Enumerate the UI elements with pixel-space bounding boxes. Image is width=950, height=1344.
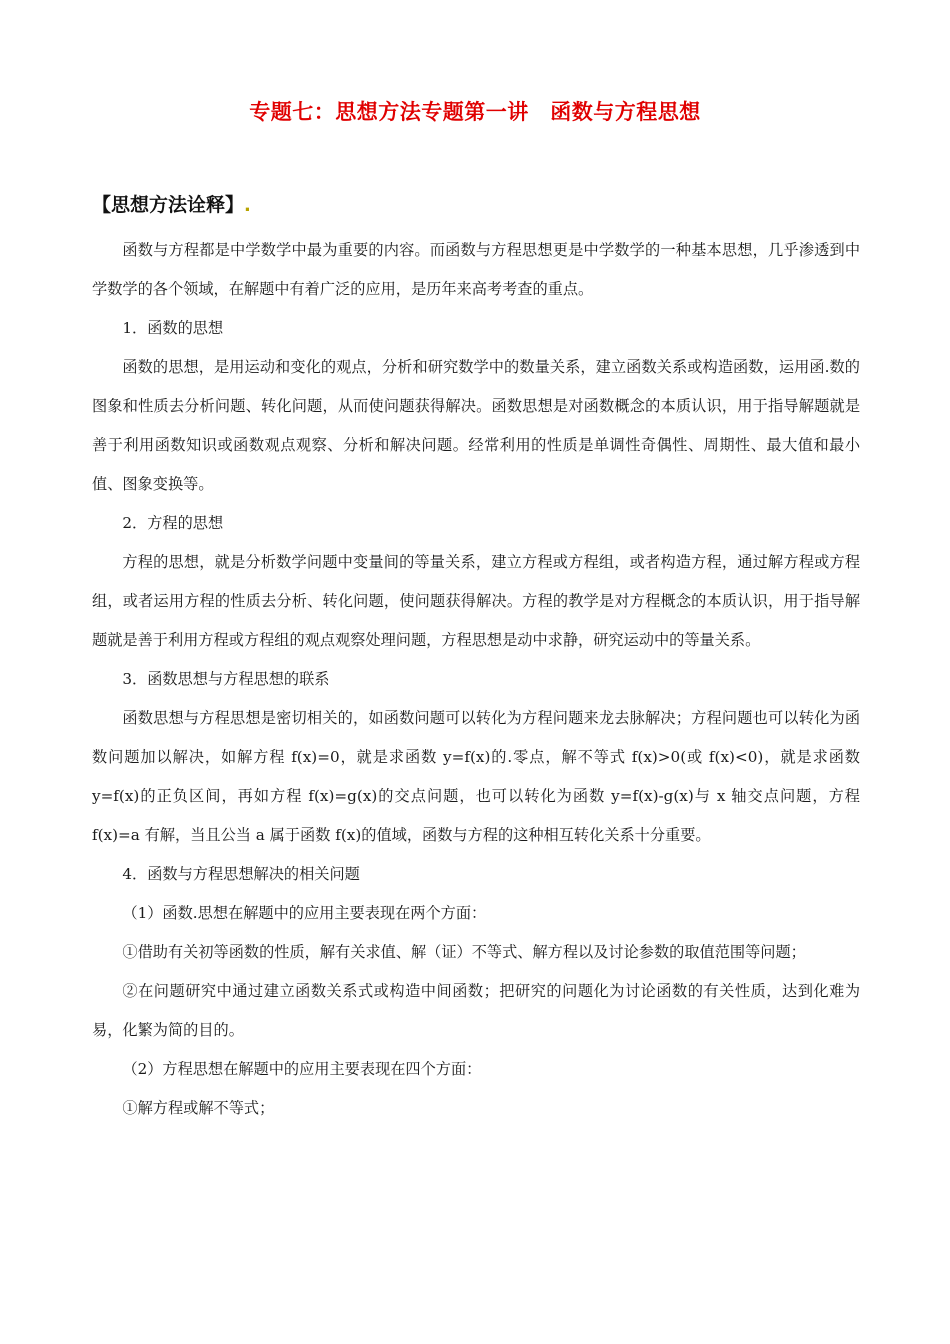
section-heading-text: 【思想方法诠释】 xyxy=(92,194,245,216)
part1-paragraph: 函数的思想，是用运动和变化的观点，分析和研究数学中的数量关系，建立函数关系或构造函数，运用函.数的图象和性质去分析问题、转化问题，从而使问题获得解决。函数思想是对函数概念的本质认识，用于指导解题就是善于利用函数知识或函数观点观察、分析和解决问题。经常利用的性质是单调性奇偶性、周期性、最大值和最小值、图象变换等。 xyxy=(92,358,860,493)
part4-item1: ①借助有关初等函数的性质，解有关求值、解（证）不等式、解方程以及讨论参数的取值范围等问题； xyxy=(122,943,806,961)
part4-item2: ②在问题研究中通过建立函数关系式或构造中间函数；把研究的问题化为讨论函数的有关性质，达到化难为易，化繁为简的目的。 xyxy=(92,982,860,1039)
section-heading xyxy=(92,190,251,217)
part4-heading: 4．函数与方程思想解决的相关问题 xyxy=(122,865,360,883)
document-body xyxy=(92,231,860,1128)
intro-paragraph: 函数与方程都是中学数学中最为重要的内容。而函数与方程思想更是中学数学的一种基本思想，几乎渗透到中学数学的各个领域，在解题中有着广泛的应用，是历年来高考考查的重点。 xyxy=(92,241,860,298)
section-heading-dot: . xyxy=(244,195,251,216)
part2-heading: 2．方程的思想 xyxy=(122,514,224,532)
part3-heading: 3．函数思想与方程思想的联系 xyxy=(122,670,330,688)
part1-heading: 1．函数的思想 xyxy=(122,319,224,337)
part2-paragraph: 方程的思想，就是分析数学问题中变量间的等量关系，建立方程或方程组，或者构造方程，通过解方程或方程组，或者运用方程的性质去分析、转化问题，使问题获得解决。方程的教学是对方程概念的本质认识，用于指导解题就是善于利用方程或方程组的观点观察处理问题，方程思想是动中求静，研究运动中的等量关系。 xyxy=(92,553,860,649)
part4-sub1: （1）函数.思想在解题中的应用主要表现在两个方面： xyxy=(122,904,487,922)
page-title: 专题七：思想方法专题第一讲 函数与方程思想 xyxy=(249,100,701,124)
part4-sub2: （2）方程思想在解题中的应用主要表现在四个方面： xyxy=(122,1060,482,1078)
part3-paragraph: 函数思想与方程思想是密切相关的，如函数问题可以转化为方程问题来龙去脉解决；方程问题也可以转化为函数问题加以解决，如解方程 f(x)=0，就是求函数 y=f(x)的.零点，解不等式 f(x)>0(或 f(x)<0)，就是求函数 y=f(x)的正负区间，再如方程 f(x)=g(x)的交点问题，也可以转化为函数 y=f(x)-g(x)与 x 轴交点问题，方程 f(x)=a 有解，当且公当 a 属于函数 f(x)的值域，函数与方程的这种相互转化关系十分重要。 xyxy=(92,709,860,844)
part4-item3: ①解方程或解不等式； xyxy=(122,1099,275,1117)
